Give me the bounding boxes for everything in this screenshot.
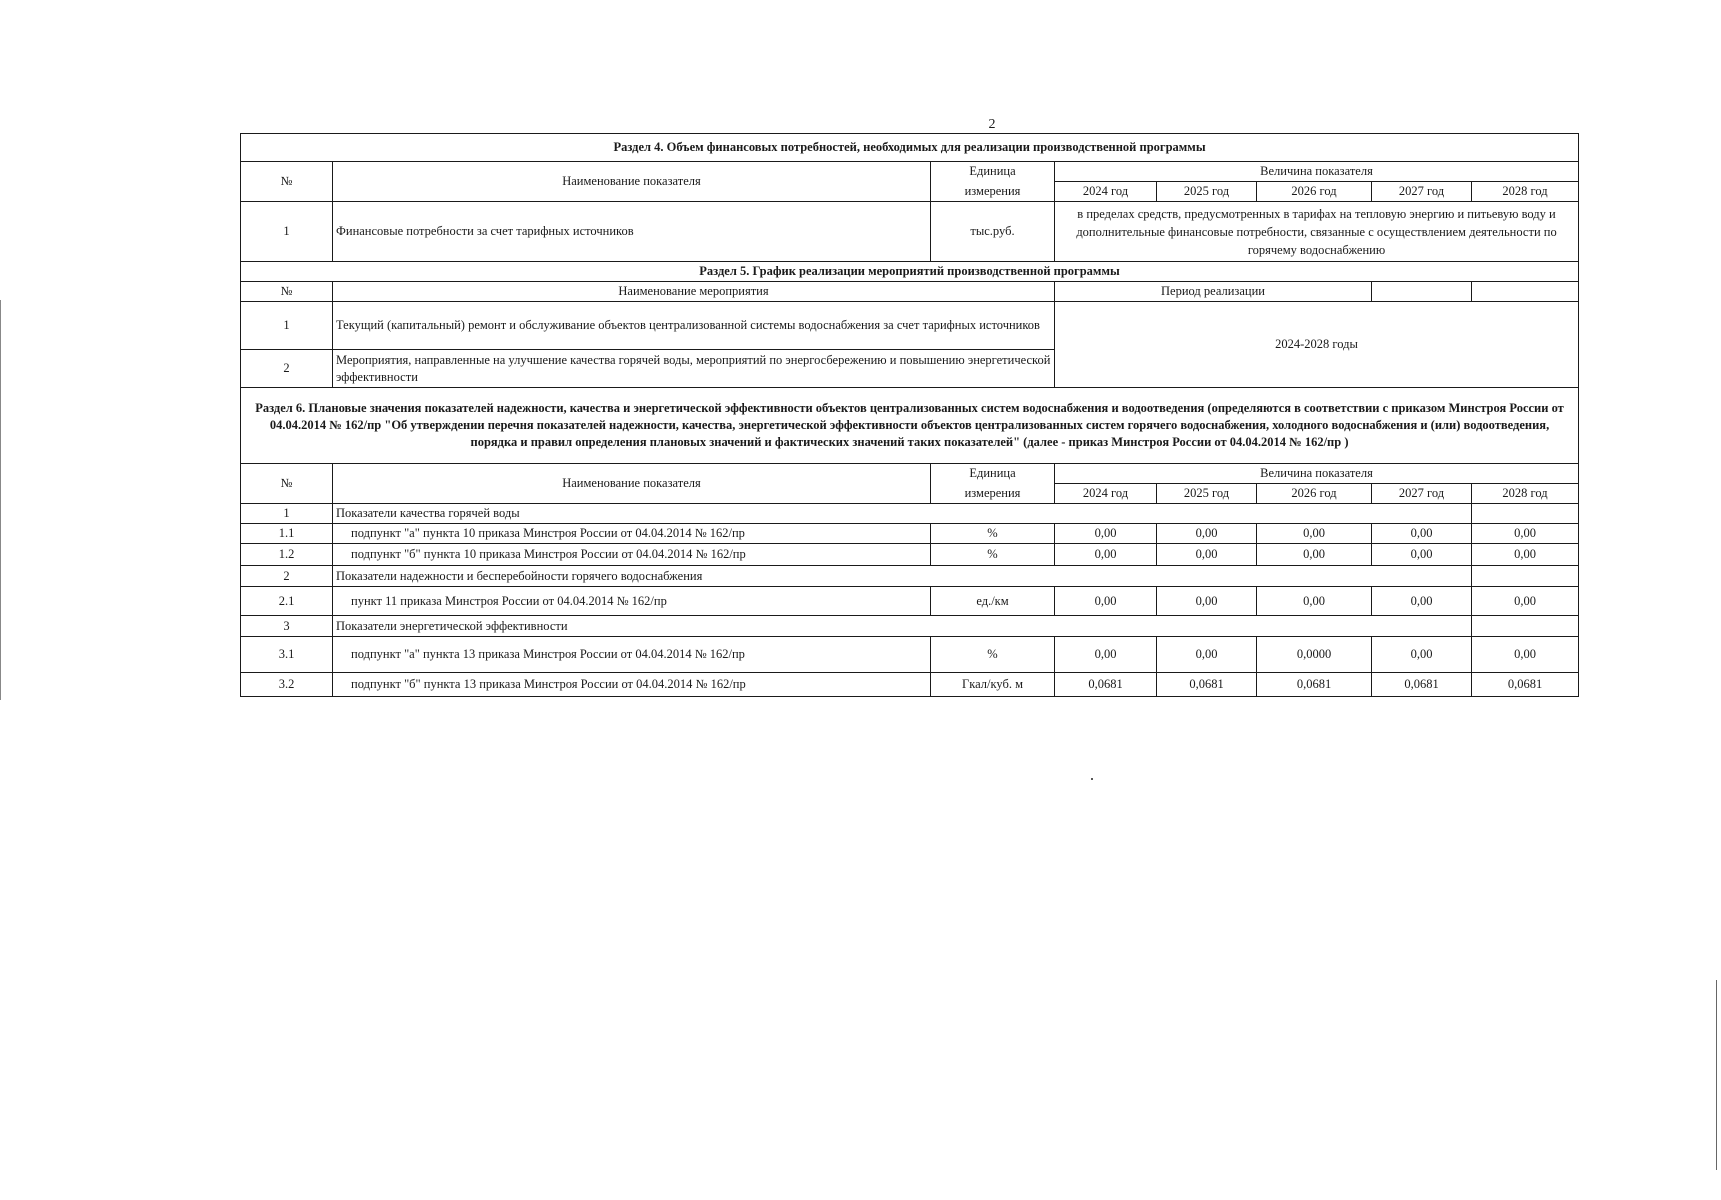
s6-row-unit: % [931, 544, 1055, 566]
s4-header-value: Величина показателя [1055, 162, 1579, 182]
s4-year-2024: 2024 год [1055, 182, 1157, 202]
s6-header-value: Величина показателя [1055, 464, 1579, 484]
s6-row-num: 1.1 [241, 524, 333, 544]
s6-header-num: № [241, 464, 333, 504]
scan-edge-mark [1716, 980, 1719, 1170]
s5-header-name: Наименование мероприятия [333, 282, 1055, 302]
s6-header-name: Наименование показателя [333, 464, 931, 504]
s6-row-value: 0,00 [1157, 524, 1257, 544]
s6-group-name: Показатели надежности и бесперебойности горячего водоснабжения [333, 566, 1472, 587]
s6-group-empty [1472, 566, 1579, 587]
s5-header-empty-2 [1472, 282, 1579, 302]
section5-title: Раздел 5. График реализации мероприятий производственной программы [241, 262, 1579, 282]
s5-row-name: Мероприятия, направленные на улучшение качества горячей воды, мероприятий по энергосбережению и повышению энергетической эффективности [333, 350, 1055, 388]
s4-row-num: 1 [241, 202, 333, 262]
s6-row-value: 0,00 [1055, 524, 1157, 544]
s5-header-num: № [241, 282, 333, 302]
scan-edge-mark [0, 300, 3, 700]
page-number: 2 [988, 117, 996, 132]
s6-group-num: 1 [241, 504, 333, 524]
s4-year-2026: 2026 год [1257, 182, 1372, 202]
s6-row-value: 0,00 [1055, 637, 1157, 673]
s6-row-value: 0,00 [1257, 524, 1372, 544]
s6-row-name: подпункт "а" пункта 10 приказа Минстроя России от 04.04.2014 № 162/пр [333, 524, 931, 544]
s4-year-2027: 2027 год [1372, 182, 1472, 202]
s5-header-empty-1 [1372, 282, 1472, 302]
production-program-table [240, 133, 1579, 697]
s4-row-value: в пределах средств, предусмотренных в тарифах на тепловую энергию и питьевую воду и дополнительные финансовые потребности, связанные с осуществлением деятельности по горячему водоснабжению [1055, 202, 1579, 262]
s6-row-value: 0,00 [1372, 544, 1472, 566]
s6-year-2024: 2024 год [1055, 484, 1157, 504]
s6-header-unit-bottom: измерения [931, 484, 1055, 504]
s6-row-value: 0,00 [1257, 544, 1372, 566]
s5-row-num: 1 [241, 302, 333, 350]
s6-row-value: 0,0681 [1157, 673, 1257, 697]
s6-group-name: Показатели качества горячей воды [333, 504, 1472, 524]
s4-header-unit-top: Единица [931, 162, 1055, 182]
s6-group-empty [1472, 504, 1579, 524]
s6-row-num: 3.2 [241, 673, 333, 697]
s6-row-value: 0,00 [1472, 524, 1579, 544]
s6-row-num: 2.1 [241, 587, 333, 616]
s6-row-value: 0,00 [1055, 544, 1157, 566]
section6-title: Раздел 6. Плановые значения показателей надежности, качества и энергетической эффективности объектов централизованных систем водоснабжения и водоотведения (определяются в соответствии с приказом Минстроя России от 04.04.2014 № 162/пр "Об утверждении перечня показателей надежности, качества, энергетической эффективности объектов централизованных систем горячего водоснабжения, холодного водоснабжения и (или) водоотведения, порядка и правил определения плановых значений и фактических значений таких показателей" (далее - приказ Минстроя России от 04.04.2014 № 162/пр ) [241, 388, 1579, 464]
s5-row-name: Текущий (капитальный) ремонт и обслуживание объектов централизованной системы водоснабжения за счет тарифных источников [333, 302, 1055, 350]
s6-row-name: подпункт "а" пункта 13 приказа Минстроя России от 04.04.2014 № 162/пр [333, 637, 931, 673]
s4-row-unit: тыс.руб. [931, 202, 1055, 262]
s4-header-num: № [241, 162, 333, 202]
s4-header-name: Наименование показателя [333, 162, 931, 202]
s5-row-num: 2 [241, 350, 333, 388]
s5-period-value: 2024-2028 годы [1055, 302, 1579, 388]
s4-row-name: Финансовые потребности за счет тарифных источников [333, 202, 931, 262]
s4-year-2025: 2025 год [1157, 182, 1257, 202]
s6-row-unit: % [931, 637, 1055, 673]
s6-row-unit: Гкал/куб. м [931, 673, 1055, 697]
s6-group-num: 3 [241, 616, 333, 637]
s6-row-value: 0,00 [1372, 524, 1472, 544]
s5-header-period: Период реализации [1055, 282, 1372, 302]
s6-row-value: 0,0681 [1372, 673, 1472, 697]
s6-row-name: пункт 11 приказа Минстроя России от 04.04.2014 № 162/пр [333, 587, 931, 616]
s6-row-value: 0,0000 [1257, 637, 1372, 673]
section4-title: Раздел 4. Объем финансовых потребностей, необходимых для реализации производственной программы [241, 134, 1579, 162]
s6-group-name: Показатели энергетической эффективности [333, 616, 1472, 637]
s6-row-value: 0,0681 [1472, 673, 1579, 697]
s6-row-unit: ед./км [931, 587, 1055, 616]
s6-year-2028: 2028 год [1472, 484, 1579, 504]
s6-row-name: подпункт "б" пункта 10 приказа Минстроя России от 04.04.2014 № 162/пр [333, 544, 931, 566]
s6-header-unit-top: Единица [931, 464, 1055, 484]
s4-header-unit-bottom: измерения [931, 182, 1055, 202]
s6-row-value: 0,00 [1157, 587, 1257, 616]
s6-row-value: 0,00 [1055, 587, 1157, 616]
s6-row-value: 0,00 [1157, 637, 1257, 673]
s6-year-2025: 2025 год [1157, 484, 1257, 504]
s6-row-unit: % [931, 524, 1055, 544]
s6-row-value: 0,0681 [1257, 673, 1372, 697]
s6-row-value: 0,00 [1472, 637, 1579, 673]
scan-speck [1091, 778, 1093, 780]
s6-row-num: 1.2 [241, 544, 333, 566]
s6-year-2027: 2027 год [1372, 484, 1472, 504]
s6-row-value: 0,00 [1157, 544, 1257, 566]
s6-row-value: 0,00 [1257, 587, 1372, 616]
s6-row-value: 0,0681 [1055, 673, 1157, 697]
s6-year-2026: 2026 год [1257, 484, 1372, 504]
s6-group-empty [1472, 616, 1579, 637]
s6-row-num: 3.1 [241, 637, 333, 673]
s6-group-num: 2 [241, 566, 333, 587]
s4-year-2028: 2028 год [1472, 182, 1579, 202]
s6-row-value: 0,00 [1372, 637, 1472, 673]
s6-row-value: 0,00 [1372, 587, 1472, 616]
s6-row-value: 0,00 [1472, 587, 1579, 616]
s6-row-value: 0,00 [1472, 544, 1579, 566]
s6-row-name: подпункт "б" пункта 13 приказа Минстроя России от 04.04.2014 № 162/пр [333, 673, 931, 697]
